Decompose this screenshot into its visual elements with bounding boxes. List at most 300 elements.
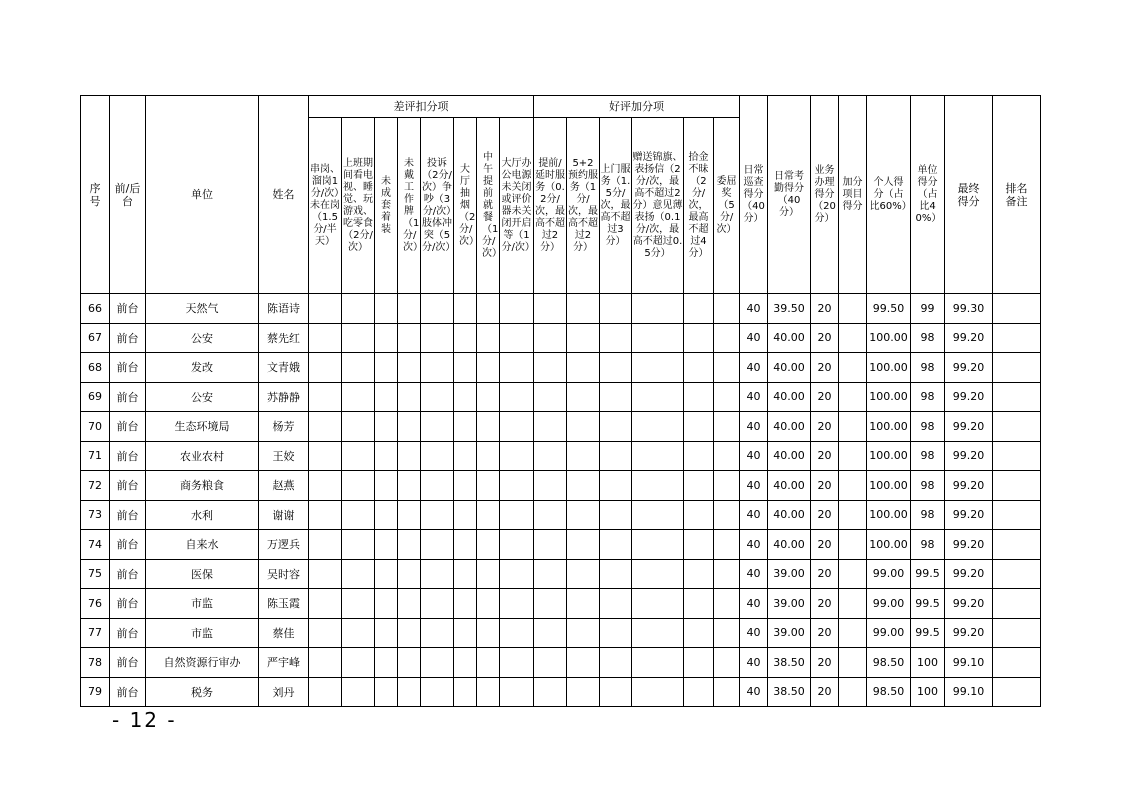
cell-personal: 98.50 (867, 648, 911, 678)
empty-score-cell (534, 412, 567, 442)
header-deduct-item: 未成套着装 (375, 118, 398, 294)
empty-score-cell (684, 471, 714, 501)
empty-score-cell (421, 559, 454, 589)
empty-score-cell (600, 589, 632, 619)
cell-remark (993, 648, 1041, 678)
cell-attendance: 40.00 (768, 441, 811, 471)
empty-score-cell (342, 530, 375, 560)
header-attendance: 日常考勤得分（40分） (768, 96, 811, 294)
empty-score-cell (534, 648, 567, 678)
table-row (81, 589, 1041, 619)
empty-score-cell (567, 677, 600, 707)
cell-business: 20 (811, 412, 839, 442)
empty-score-cell (600, 618, 632, 648)
header-bonus-item: 上门服务（1.5分/次，最高不超过3分） (600, 118, 632, 294)
empty-score-cell (534, 677, 567, 707)
empty-score-cell (684, 618, 714, 648)
empty-score-cell (309, 412, 342, 442)
empty-score-cell (454, 471, 477, 501)
empty-score-cell (684, 412, 714, 442)
cell-extra (839, 559, 867, 589)
cell-seq: 75 (81, 559, 110, 589)
empty-score-cell (477, 294, 500, 324)
empty-score-cell (500, 530, 534, 560)
empty-score-cell (342, 589, 375, 619)
cell-patrol: 40 (740, 677, 768, 707)
empty-score-cell (477, 382, 500, 412)
cell-extra (839, 589, 867, 619)
cell-desk: 前台 (110, 618, 146, 648)
empty-score-cell (421, 382, 454, 412)
cell-desk: 前台 (110, 412, 146, 442)
empty-score-cell (375, 294, 398, 324)
empty-score-cell (632, 382, 684, 412)
table-row (81, 559, 1041, 589)
empty-score-cell (309, 382, 342, 412)
cell-personal: 99.00 (867, 618, 911, 648)
cell-name: 蔡先红 (259, 323, 309, 353)
empty-score-cell (714, 500, 740, 530)
cell-name: 陈玉霞 (259, 589, 309, 619)
empty-score-cell (375, 500, 398, 530)
cell-desk: 前台 (110, 441, 146, 471)
empty-score-cell (309, 589, 342, 619)
cell-personal: 100.00 (867, 500, 911, 530)
empty-score-cell (398, 323, 421, 353)
empty-score-cell (421, 677, 454, 707)
cell-seq: 72 (81, 471, 110, 501)
empty-score-cell (567, 471, 600, 501)
header-final: 最终得分 (945, 96, 993, 294)
empty-score-cell (534, 618, 567, 648)
cell-name: 刘丹 (259, 677, 309, 707)
cell-name: 王姣 (259, 441, 309, 471)
empty-score-cell (421, 530, 454, 560)
table-row (81, 441, 1041, 471)
empty-score-cell (454, 412, 477, 442)
empty-score-cell (421, 500, 454, 530)
empty-score-cell (342, 648, 375, 678)
empty-score-cell (714, 441, 740, 471)
cell-attendance: 40.00 (768, 471, 811, 501)
cell-patrol: 40 (740, 294, 768, 324)
empty-score-cell (398, 353, 421, 383)
empty-score-cell (477, 618, 500, 648)
header-deduct-item: 投诉（2分/次）争吵（3分/次）肢体冲突（5分/次） (421, 118, 454, 294)
empty-score-cell (684, 500, 714, 530)
empty-score-cell (342, 323, 375, 353)
empty-score-cell (714, 648, 740, 678)
cell-business: 20 (811, 677, 839, 707)
cell-patrol: 40 (740, 530, 768, 560)
cell-unit: 生态环境局 (146, 412, 259, 442)
empty-score-cell (309, 294, 342, 324)
header-unit: 单位 (146, 96, 259, 294)
empty-score-cell (375, 589, 398, 619)
empty-score-cell (309, 471, 342, 501)
empty-score-cell (684, 677, 714, 707)
cell-final: 99.20 (945, 412, 993, 442)
empty-score-cell (477, 589, 500, 619)
cell-unit: 商务粮食 (146, 471, 259, 501)
empty-score-cell (684, 353, 714, 383)
cell-patrol: 40 (740, 412, 768, 442)
empty-score-cell (375, 353, 398, 383)
cell-final: 99.20 (945, 618, 993, 648)
empty-score-cell (342, 382, 375, 412)
empty-score-cell (375, 441, 398, 471)
cell-remark (993, 530, 1041, 560)
cell-extra (839, 353, 867, 383)
cell-extra (839, 471, 867, 501)
cell-attendance: 40.00 (768, 353, 811, 383)
empty-score-cell (632, 500, 684, 530)
header-bonus-item: 提前/延时服务（0.2分/次，最高不超过2分） (534, 118, 567, 294)
empty-score-cell (567, 500, 600, 530)
cell-final: 99.20 (945, 353, 993, 383)
cell-unit-score: 98 (911, 471, 945, 501)
cell-attendance: 40.00 (768, 412, 811, 442)
cell-personal: 99.00 (867, 559, 911, 589)
cell-seq: 69 (81, 382, 110, 412)
empty-score-cell (600, 471, 632, 501)
empty-score-cell (454, 618, 477, 648)
cell-unit: 市监 (146, 618, 259, 648)
table-row (81, 530, 1041, 560)
score-table (80, 95, 1041, 707)
header-business: 业务办理得分（20分） (811, 96, 839, 294)
cell-attendance: 39.00 (768, 559, 811, 589)
empty-score-cell (534, 441, 567, 471)
empty-score-cell (534, 471, 567, 501)
header-deduct-group: 差评扣分项 (309, 96, 534, 118)
cell-seq: 67 (81, 323, 110, 353)
empty-score-cell (684, 589, 714, 619)
cell-final: 99.20 (945, 471, 993, 501)
empty-score-cell (454, 500, 477, 530)
empty-score-cell (714, 677, 740, 707)
empty-score-cell (684, 648, 714, 678)
empty-score-cell (534, 500, 567, 530)
cell-desk: 前台 (110, 294, 146, 324)
cell-unit: 发改 (146, 353, 259, 383)
cell-personal: 98.50 (867, 677, 911, 707)
empty-score-cell (375, 677, 398, 707)
empty-score-cell (375, 530, 398, 560)
table-row (81, 294, 1041, 324)
empty-score-cell (684, 530, 714, 560)
empty-score-cell (454, 559, 477, 589)
empty-score-cell (500, 353, 534, 383)
header-bonus-item: 赠送锦旗、表扬信（2分/次，最高不超过2分）意见薄表扬（0.1分/次，最高不超过0.5分） (632, 118, 684, 294)
header-bonus-item: 拾金不昧（2分/次，最高不超过4分） (684, 118, 714, 294)
cell-unit: 税务 (146, 677, 259, 707)
cell-unit: 公安 (146, 323, 259, 353)
cell-unit: 天然气 (146, 294, 259, 324)
empty-score-cell (534, 589, 567, 619)
empty-score-cell (342, 677, 375, 707)
empty-score-cell (309, 323, 342, 353)
empty-score-cell (632, 323, 684, 353)
header-deduct-item: 串岗、溜岗1分/次）未在岗（1.5分/半天） (309, 118, 342, 294)
table-row (81, 471, 1041, 501)
cell-patrol: 40 (740, 618, 768, 648)
empty-score-cell (309, 530, 342, 560)
table-header (81, 96, 1041, 294)
empty-score-cell (342, 618, 375, 648)
cell-desk: 前台 (110, 589, 146, 619)
cell-desk: 前台 (110, 530, 146, 560)
cell-remark (993, 441, 1041, 471)
cell-desk: 前台 (110, 471, 146, 501)
empty-score-cell (454, 323, 477, 353)
cell-unit: 自然资源行审办 (146, 648, 259, 678)
cell-desk: 前台 (110, 648, 146, 678)
cell-seq: 76 (81, 589, 110, 619)
cell-remark (993, 618, 1041, 648)
empty-score-cell (375, 471, 398, 501)
empty-score-cell (398, 382, 421, 412)
empty-score-cell (477, 500, 500, 530)
empty-score-cell (600, 382, 632, 412)
table-row (81, 500, 1041, 530)
cell-remark (993, 500, 1041, 530)
cell-business: 20 (811, 559, 839, 589)
empty-score-cell (567, 323, 600, 353)
cell-final: 99.20 (945, 500, 993, 530)
cell-remark (993, 323, 1041, 353)
cell-extra (839, 412, 867, 442)
empty-score-cell (632, 648, 684, 678)
empty-score-cell (600, 677, 632, 707)
empty-score-cell (567, 441, 600, 471)
empty-score-cell (477, 530, 500, 560)
empty-score-cell (600, 648, 632, 678)
empty-score-cell (421, 618, 454, 648)
empty-score-cell (477, 323, 500, 353)
empty-score-cell (477, 648, 500, 678)
empty-score-cell (632, 589, 684, 619)
empty-score-cell (375, 323, 398, 353)
empty-score-cell (398, 412, 421, 442)
header-deduct-item: 大厅办公电源未关闭或评价器未关闭开启等（1分/次） (500, 118, 534, 294)
cell-unit-score: 100 (911, 677, 945, 707)
cell-patrol: 40 (740, 353, 768, 383)
cell-remark (993, 353, 1041, 383)
header-extra: 加分项目得分 (839, 96, 867, 294)
empty-score-cell (714, 294, 740, 324)
page-number: - 12 - (112, 708, 177, 732)
header-deduct-item: 未戴工作牌（1分/次） (398, 118, 421, 294)
cell-name: 谢谢 (259, 500, 309, 530)
cell-attendance: 40.00 (768, 500, 811, 530)
empty-score-cell (309, 648, 342, 678)
header-desk: 前/后台 (110, 96, 146, 294)
empty-score-cell (454, 648, 477, 678)
cell-business: 20 (811, 500, 839, 530)
header-personal: 个人得分（占比60%） (867, 96, 911, 294)
cell-extra (839, 677, 867, 707)
cell-seq: 74 (81, 530, 110, 560)
empty-score-cell (477, 412, 500, 442)
cell-business: 20 (811, 530, 839, 560)
table-row (81, 648, 1041, 678)
empty-score-cell (342, 559, 375, 589)
empty-score-cell (567, 589, 600, 619)
empty-score-cell (567, 353, 600, 383)
cell-unit-score: 98 (911, 412, 945, 442)
cell-seq: 77 (81, 618, 110, 648)
cell-extra (839, 382, 867, 412)
cell-final: 99.20 (945, 323, 993, 353)
header-bonus-group: 好评加分项 (534, 96, 740, 118)
empty-score-cell (500, 412, 534, 442)
cell-seq: 73 (81, 500, 110, 530)
empty-score-cell (398, 618, 421, 648)
table-row (81, 382, 1041, 412)
empty-score-cell (500, 559, 534, 589)
empty-score-cell (567, 618, 600, 648)
cell-unit-score: 98 (911, 500, 945, 530)
cell-patrol: 40 (740, 382, 768, 412)
empty-score-cell (534, 382, 567, 412)
empty-score-cell (454, 441, 477, 471)
cell-seq: 79 (81, 677, 110, 707)
cell-desk: 前台 (110, 382, 146, 412)
empty-score-cell (342, 500, 375, 530)
empty-score-cell (534, 294, 567, 324)
cell-final: 99.20 (945, 530, 993, 560)
header-deduct-item: 上班期间看电视、睡觉、玩游戏、吃零食（2分/次） (342, 118, 375, 294)
cell-extra (839, 648, 867, 678)
cell-unit-score: 98 (911, 353, 945, 383)
empty-score-cell (600, 323, 632, 353)
empty-score-cell (454, 382, 477, 412)
empty-score-cell (375, 559, 398, 589)
empty-score-cell (632, 530, 684, 560)
cell-personal: 100.00 (867, 412, 911, 442)
empty-score-cell (398, 471, 421, 501)
header-name: 姓名 (259, 96, 309, 294)
empty-score-cell (632, 412, 684, 442)
empty-score-cell (477, 441, 500, 471)
empty-score-cell (309, 500, 342, 530)
cell-unit: 公安 (146, 382, 259, 412)
empty-score-cell (500, 294, 534, 324)
header-deduct-item: 中午提前就餐（1分/次） (477, 118, 500, 294)
cell-patrol: 40 (740, 323, 768, 353)
empty-score-cell (714, 323, 740, 353)
empty-score-cell (342, 441, 375, 471)
cell-remark (993, 471, 1041, 501)
cell-name: 杨芳 (259, 412, 309, 442)
cell-personal: 99.50 (867, 294, 911, 324)
cell-patrol: 40 (740, 471, 768, 501)
empty-score-cell (714, 412, 740, 442)
cell-seq: 68 (81, 353, 110, 383)
empty-score-cell (342, 353, 375, 383)
empty-score-cell (600, 353, 632, 383)
cell-name: 蔡佳 (259, 618, 309, 648)
cell-final: 99.20 (945, 382, 993, 412)
empty-score-cell (600, 294, 632, 324)
cell-business: 20 (811, 294, 839, 324)
cell-business: 20 (811, 471, 839, 501)
header-bonus-item: 委屈奖（5分/次） (714, 118, 740, 294)
cell-business: 20 (811, 323, 839, 353)
empty-score-cell (398, 441, 421, 471)
table-row (81, 323, 1041, 353)
empty-score-cell (632, 559, 684, 589)
header-bonus-item: 5+2预约服务（1分/次，最高不超过2分） (567, 118, 600, 294)
empty-score-cell (375, 382, 398, 412)
cell-business: 20 (811, 382, 839, 412)
empty-score-cell (398, 500, 421, 530)
empty-score-cell (454, 677, 477, 707)
empty-score-cell (600, 530, 632, 560)
cell-name: 吴时容 (259, 559, 309, 589)
cell-patrol: 40 (740, 441, 768, 471)
cell-desk: 前台 (110, 559, 146, 589)
empty-score-cell (454, 589, 477, 619)
empty-score-cell (342, 294, 375, 324)
cell-attendance: 38.50 (768, 677, 811, 707)
cell-desk: 前台 (110, 677, 146, 707)
empty-score-cell (684, 294, 714, 324)
empty-score-cell (714, 471, 740, 501)
cell-attendance: 40.00 (768, 530, 811, 560)
empty-score-cell (309, 353, 342, 383)
cell-final: 99.10 (945, 677, 993, 707)
cell-extra (839, 294, 867, 324)
empty-score-cell (398, 559, 421, 589)
cell-unit: 农业农村 (146, 441, 259, 471)
empty-score-cell (477, 353, 500, 383)
empty-score-cell (684, 323, 714, 353)
empty-score-cell (600, 559, 632, 589)
empty-score-cell (632, 471, 684, 501)
empty-score-cell (421, 323, 454, 353)
header-deduct-item: 大厅抽烟（2分/次） (454, 118, 477, 294)
empty-score-cell (421, 353, 454, 383)
table-body (81, 294, 1041, 707)
empty-score-cell (534, 559, 567, 589)
cell-remark (993, 382, 1041, 412)
empty-score-cell (714, 353, 740, 383)
header-unit-score: 单位得分（占比40%） (911, 96, 945, 294)
empty-score-cell (421, 441, 454, 471)
empty-score-cell (567, 294, 600, 324)
empty-score-cell (500, 441, 534, 471)
empty-score-cell (454, 353, 477, 383)
cell-unit-score: 99 (911, 294, 945, 324)
cell-attendance: 38.50 (768, 648, 811, 678)
empty-score-cell (600, 500, 632, 530)
cell-seq: 66 (81, 294, 110, 324)
empty-score-cell (398, 648, 421, 678)
empty-score-cell (567, 412, 600, 442)
empty-score-cell (477, 677, 500, 707)
cell-personal: 100.00 (867, 353, 911, 383)
cell-name: 赵燕 (259, 471, 309, 501)
cell-unit-score: 98 (911, 382, 945, 412)
cell-personal: 100.00 (867, 471, 911, 501)
cell-name: 陈语诗 (259, 294, 309, 324)
cell-personal: 100.00 (867, 323, 911, 353)
empty-score-cell (500, 648, 534, 678)
empty-score-cell (567, 530, 600, 560)
empty-score-cell (632, 441, 684, 471)
